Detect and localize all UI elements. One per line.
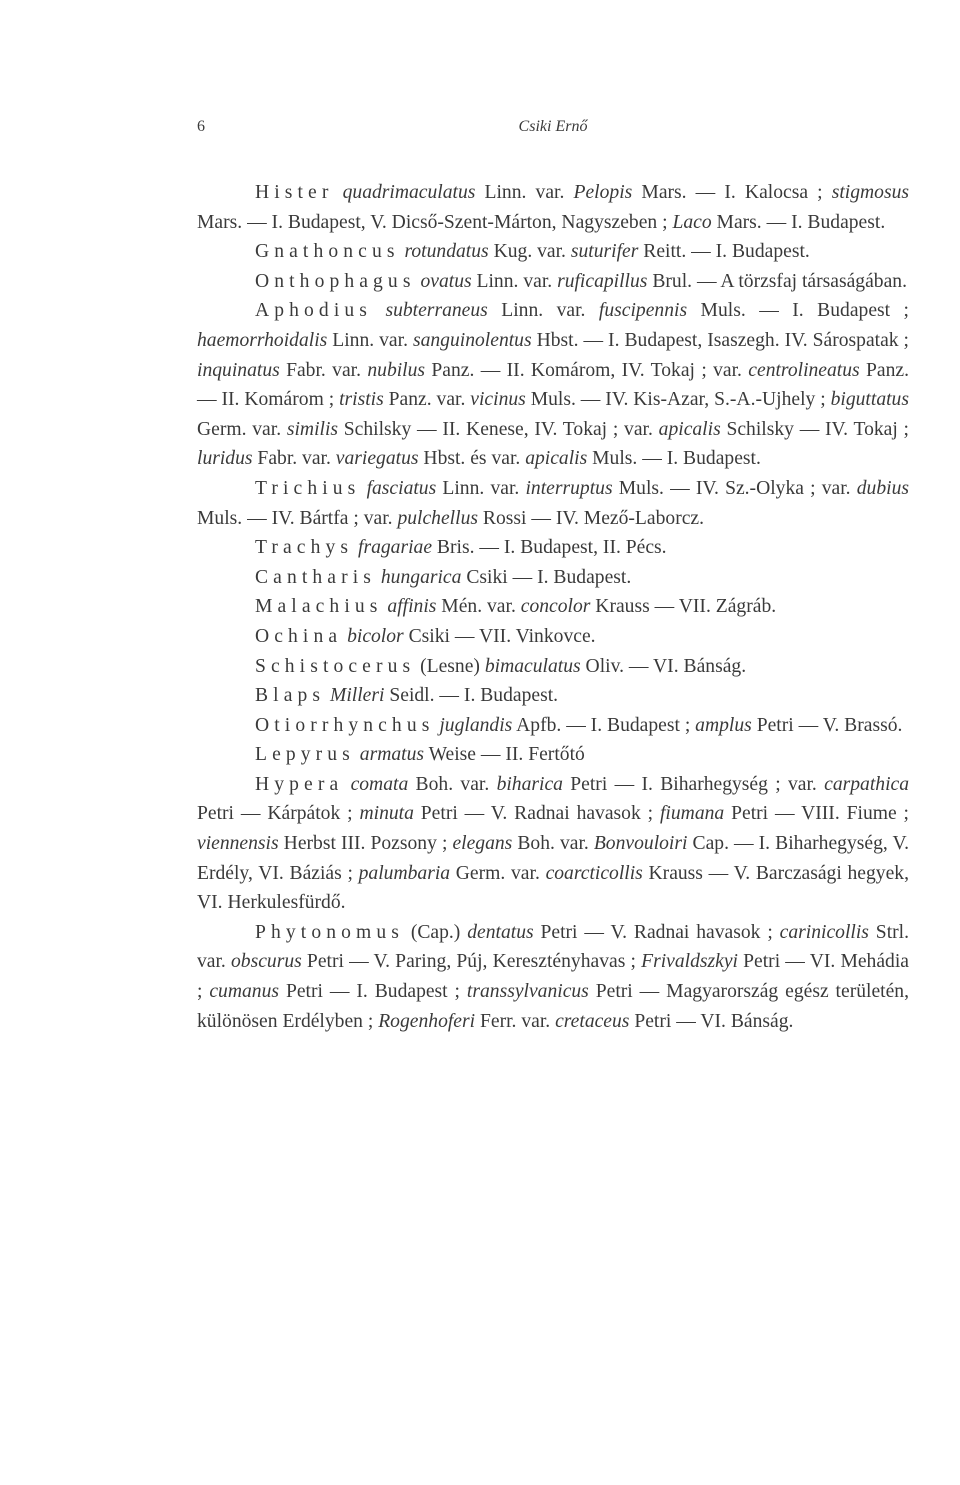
entry-text: (Cap.) [403,921,468,943]
entry-text: Csiki — I. Budapest. [461,566,632,588]
species-name: Pelopis [573,182,633,203]
entry-text: Muls. — IV. Bártfa ; var. [197,507,398,529]
entry-paragraph [197,652,909,682]
entry-paragraph [197,918,909,1036]
running-title: Csiki Ernő [518,118,588,135]
entry-text: Brul. — A törzsfaj társaságában. [647,270,907,292]
genus-name: Hypera [255,773,344,795]
entry-paragraph [197,740,909,770]
species-name: subterraneus [385,300,488,322]
entry-text: Muls. — I. Budapest. [587,448,761,470]
entry-text: Petri — I. Budapest ; [279,981,467,1003]
entry-text: (Lesne) [415,655,485,677]
species-name: pulchellus [397,507,478,529]
entry-text: Oliv. — VI. Bánság. [580,655,747,677]
entry-text: Panz. var. [383,389,471,411]
entry-text: Panz. — II. Komárom, IV. Tokaj ; var. [425,359,749,381]
entry-text: Mén. var. [436,596,521,618]
entry-text: Petri — Kárpátok ; [197,803,360,825]
species-name: luridus [197,448,253,470]
entry-text: Weise — II. Fertőtó [424,744,585,766]
species-name: transsylvanicus [466,981,589,1003]
species-name: carpathica [824,773,910,795]
entry-text: Mars. — I. Budapest, V. Dicső-Szent-Márton, Nagyszeben ; [197,211,673,233]
species-name: stigmosus [831,182,910,203]
species-name: cumanus [209,981,280,1003]
species-name: inquinatus [197,359,280,381]
entry-text: Fabr. var. [279,359,368,381]
entry-text: Linn. var. [327,329,413,351]
species-name: armatus [359,744,425,766]
entry-paragraph [197,474,909,533]
entry-text: Krauss — VII. Zágráb. [590,596,777,618]
species-name: apicalis [525,448,588,470]
species-name: nubilus [367,359,426,381]
genus-name: Trichius [255,477,361,499]
entry-text: Petri — V. Radnai havasok ; [413,803,660,825]
entry-text: Boh. var. [512,833,594,855]
genus-name: Gnathoncus [255,241,400,263]
entry-paragraph [197,267,909,297]
entry-paragraph [197,237,909,267]
entry-text [333,182,342,203]
entry-text: Schilsky — IV. Tokaj ; [720,418,909,440]
species-name: concolor [520,596,591,618]
species-name: viennensis [197,833,279,855]
species-name: ovatus [420,270,472,292]
species-name: interruptus [525,477,613,499]
body-text [197,178,909,1036]
species-name: Bonvouloiri [593,833,688,855]
entry-text: Petri — V. Paring, Púj, Keresztényhavas ; [301,951,642,973]
genus-name: Malachius [255,596,383,618]
entry-text: Linn. var. [475,182,574,203]
species-name: fasciatus [366,477,437,499]
species-name: elegans [452,833,513,855]
species-name: sanguinolentus [412,329,532,351]
species-name: obscurus [231,951,302,973]
entry-text: Kug. var. [488,241,571,263]
species-name: palumbaria [358,862,451,884]
species-name: fuscipennis [598,300,688,322]
entry-paragraph [197,681,909,711]
species-name: quadrimaculatus [342,182,476,203]
entry-text [372,300,385,321]
entry-text: Hbst. és var. [418,448,526,470]
species-name: carinicollis [779,921,869,943]
species-name: Milleri [330,685,385,707]
entry-text: Muls. — I. Budapest ; [687,300,909,322]
species-name: centrolineatus [748,359,860,381]
entry-text: Rossi — IV. Mező-Laborcz. [478,507,705,529]
entry-paragraph [197,563,909,593]
entry-text: Linn. var. [471,270,558,292]
species-name: bicolor [347,625,404,647]
species-name: tristis [339,389,384,411]
genus-name: Cantharis [255,566,376,588]
species-name: haemorrhoidalis [197,329,328,351]
species-name: juglandis [439,714,513,736]
species-name: affinis [387,596,437,618]
species-name: Frivaldszkyi [641,951,738,973]
entry-paragraph [197,770,909,918]
genus-name: Otiorrhynchus [255,714,435,736]
entry-text: Ferr. var. [475,1010,556,1032]
species-name: suturifer [570,241,639,263]
entry-text: Petri — VIII. Fiume ; [724,803,909,825]
entry-text: Petri — VI. Bánság. [629,1010,794,1032]
species-name: comata [350,773,409,795]
entry-text: Schilsky — II. Kenese, IV. Tokaj ; var. [338,418,659,440]
entry-text: Petri — V. Radnai havasok ; [533,921,780,943]
entry-text: Bris. — I. Budapest, II. Pécs. [432,537,667,559]
species-name: dubius [856,477,910,499]
entry-paragraph [197,533,909,563]
genus-name: Onthophagus [255,270,416,292]
species-name: variegatus [335,448,419,470]
species-name: fragariae [358,537,433,559]
page-number: 6 [197,118,205,135]
species-name: cretaceus [555,1010,630,1032]
species-name: minuta [359,803,414,825]
genus-name: Hister [255,182,334,203]
entry-paragraph [197,592,909,622]
genus-name: Ochina [255,625,343,647]
entry-text: Panz. — II. Komárom ; [197,359,909,411]
entry-paragraph [197,622,909,652]
genus-name: Blaps [255,685,326,707]
entry-text: Germ. var. [197,418,287,440]
species-name: Laco [672,211,712,233]
entry-text: Apfb. — I. Budapest ; [512,714,696,736]
species-name: coarcticollis [545,862,643,884]
genus-name: Aphodius [255,300,372,322]
entry-text: Cap. — I. Biharhegység, V. Erdély, VI. Báziás ; [197,833,909,884]
entry-text: Muls. — IV. Kis-Azar, S.-A.-Ujhely ; [525,389,831,411]
species-name: hungarica [380,566,462,588]
species-name: ruficapillus [557,270,648,292]
species-name: Rogenhoferi [378,1010,476,1032]
species-name: biguttatus [830,389,909,411]
entry-text: Seidl. — I. Budapest. [384,685,559,707]
entry-paragraph [197,178,909,237]
entry-paragraph [197,296,909,474]
entry-text: Strl. var. [197,921,910,973]
entry-paragraph [197,711,909,741]
entry-text: Hbst. — I. Budapest, Isaszegh. IV. Sárospatak ; [531,329,909,351]
species-name: biharica [496,773,563,795]
genus-name: Schistocerus [255,655,416,677]
entry-text: Petri — Magyarország egész területén, különösen Erdélyben ; [197,981,909,1032]
genus-name: Trachys [255,537,354,559]
entry-text: Petri — VI. Mehádia ; [197,951,909,1003]
entry-text: Boh. var. [408,773,497,795]
entry-text: Linn. var. [436,477,526,499]
entry-text: Mars. — I. Budapest. [711,211,886,233]
entry-text [343,774,350,795]
genus-name: Lepyrus [255,744,355,766]
entry-text: Reitt. — I. Budapest. [638,241,810,263]
genus-name: Phytonomus [255,921,404,943]
entry-text: Petri — V. Brassó. [751,714,903,736]
entry-text: Krauss — V. Barczasági hegyek, VI. Herkulesfürdő. [197,862,909,914]
entry-text: Csiki — VII. Vinkovce. [403,625,596,647]
species-name: amplus [695,714,752,736]
entry-text: Fabr. var. [252,448,336,470]
entry-text: Muls. — IV. Sz.-Olyka ; var. [612,477,857,499]
species-name: similis [286,418,339,440]
entry-text: Linn. var. [487,300,599,322]
species-name: apicalis [658,418,721,440]
entry-text: Mars. — I. Kalocsa ; [632,182,832,203]
species-name: vicinus [470,389,526,411]
species-name: bimaculatus [484,655,581,677]
species-name: dentatus [467,921,534,943]
entry-text: Petri — I. Biharhegység ; var. [562,773,825,795]
species-name: rotundatus [404,241,489,263]
page-header [197,118,909,148]
species-name: fiumana [659,803,725,825]
entry-text: Germ. var. [450,862,546,884]
entry-text: Herbst III. Pozsony ; [278,833,453,855]
